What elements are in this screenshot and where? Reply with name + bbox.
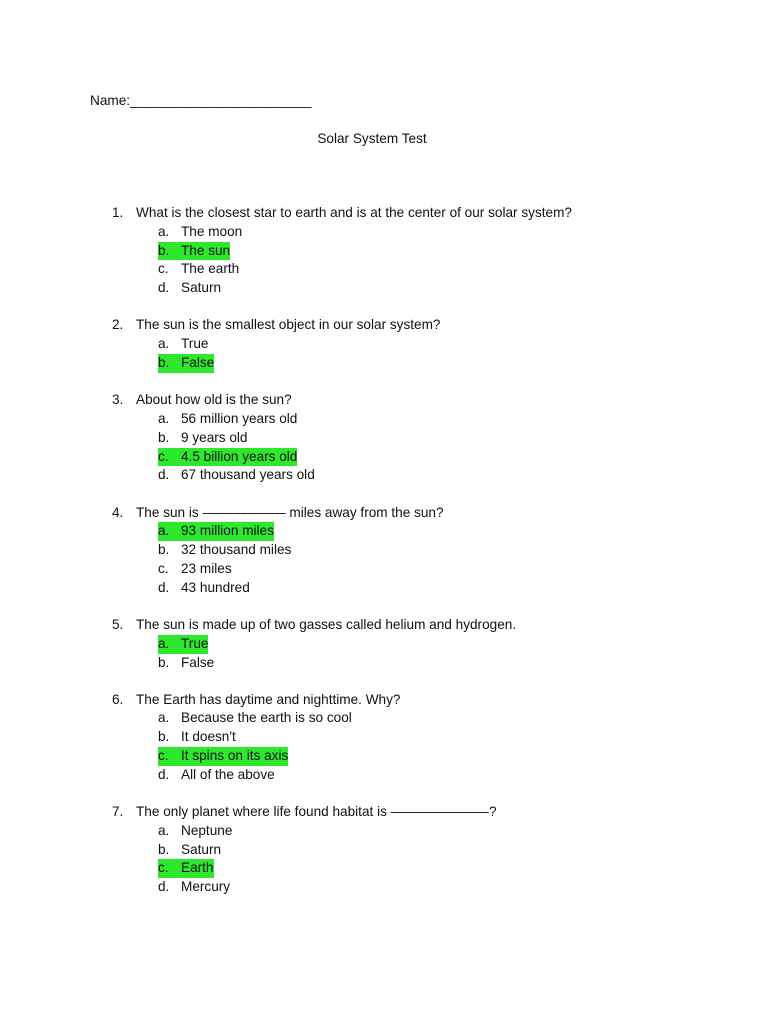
question-text: The Earth has daytime and nighttime. Why? <box>136 691 401 707</box>
answer-content <box>158 654 214 673</box>
question-number: 5. <box>112 616 124 632</box>
answer-content <box>158 878 230 897</box>
question-number: 6. <box>112 691 124 707</box>
answer-content <box>158 223 242 242</box>
answer-content <box>158 466 315 485</box>
option-letter: b. <box>158 729 170 745</box>
option-letter: a. <box>158 710 170 726</box>
option-letter: a. <box>158 223 170 239</box>
answer-content <box>158 822 232 841</box>
option-letter: b. <box>158 542 170 558</box>
answer-content <box>158 279 221 298</box>
question-text: The sun is made up of two gasses called helium and hydrogen. <box>136 616 517 632</box>
answer-content <box>158 560 232 579</box>
highlighted-answer <box>158 242 230 261</box>
question-text: The only planet where life found habitat is –––––––––––––? <box>136 804 497 820</box>
answer-content <box>158 260 239 279</box>
option-letter: c. <box>158 860 169 876</box>
option-text: True <box>181 635 209 651</box>
question-text: The sun is the smallest object in our solar system? <box>136 317 441 333</box>
answer-content <box>158 335 208 354</box>
question-number: 2. <box>112 317 124 333</box>
option-letter: b. <box>158 354 170 370</box>
answer-content <box>158 766 275 785</box>
option-letter: c. <box>158 448 169 464</box>
option-letter: c. <box>158 261 169 277</box>
answer-content <box>158 709 352 728</box>
option-text: 23 miles <box>181 560 232 576</box>
option-letter: a. <box>158 410 170 426</box>
option-letter: d. <box>158 467 170 483</box>
option-text: 56 million years old <box>181 410 298 426</box>
option-letter: b. <box>158 429 170 445</box>
option-text: False <box>181 354 215 370</box>
option-text: It spins on its axis <box>181 748 289 764</box>
option-text: 32 thousand miles <box>181 542 292 558</box>
option-text: True <box>181 336 209 352</box>
option-text: The sun <box>181 242 231 258</box>
option-text: 67 thousand years old <box>181 467 315 483</box>
answer-content <box>158 429 248 448</box>
option-letter: d. <box>158 879 170 895</box>
highlighted-answer <box>158 448 297 467</box>
option-text: Saturn <box>181 841 222 857</box>
question-text: What is the closest star to earth and is at the center of our solar system? <box>136 205 572 220</box>
highlighted-answer <box>158 747 288 766</box>
option-text: 93 million miles <box>181 523 274 539</box>
option-text: Neptune <box>181 822 233 838</box>
option-text: Because the earth is so cool <box>181 710 352 726</box>
question-number: 4. <box>112 504 124 520</box>
option-text: The moon <box>181 223 243 239</box>
option-letter: b. <box>158 242 170 258</box>
question-number: 7. <box>112 804 124 820</box>
highlighted-answer <box>158 354 214 373</box>
name-blank: ________________________ <box>130 93 312 108</box>
page-title: Solar System Test <box>317 131 427 146</box>
answer-content <box>158 541 291 560</box>
option-text: All of the above <box>181 766 275 782</box>
highlighted-answer <box>158 522 274 541</box>
option-letter: b. <box>158 654 170 670</box>
option-letter: c. <box>158 748 169 764</box>
question-text: The sun is ––––––––––– miles away from the sun? <box>136 504 444 520</box>
answer-content <box>158 728 236 747</box>
name-label: Name: <box>90 93 131 108</box>
question-number: 1. <box>112 205 124 220</box>
name-field-line <box>90 92 312 111</box>
answer-content <box>158 410 297 429</box>
option-letter: d. <box>158 579 170 595</box>
option-text: 43 hundred <box>181 579 250 595</box>
option-letter: d. <box>158 766 170 782</box>
question-text: About how old is the sun? <box>136 392 292 408</box>
option-text: Earth <box>181 860 214 876</box>
answer-content <box>158 841 221 860</box>
option-letter: d. <box>158 280 170 296</box>
highlighted-answer <box>158 859 214 878</box>
highlighted-answer <box>158 635 208 654</box>
option-letter: a. <box>158 523 170 539</box>
option-text: Mercury <box>181 879 231 895</box>
option-text: Saturn <box>181 280 222 296</box>
question-number: 3. <box>112 392 124 408</box>
option-text: 4.5 billion years old <box>181 448 298 464</box>
option-text: The earth <box>181 261 240 277</box>
option-letter: a. <box>158 635 170 651</box>
option-letter: a. <box>158 822 170 838</box>
option-letter: a. <box>158 336 170 352</box>
option-text: 9 years old <box>181 429 248 445</box>
answer-content <box>158 579 250 598</box>
option-letter: c. <box>158 560 169 576</box>
option-text: False <box>181 654 215 670</box>
option-text: It doesn't <box>181 729 236 745</box>
option-letter: b. <box>158 841 170 857</box>
